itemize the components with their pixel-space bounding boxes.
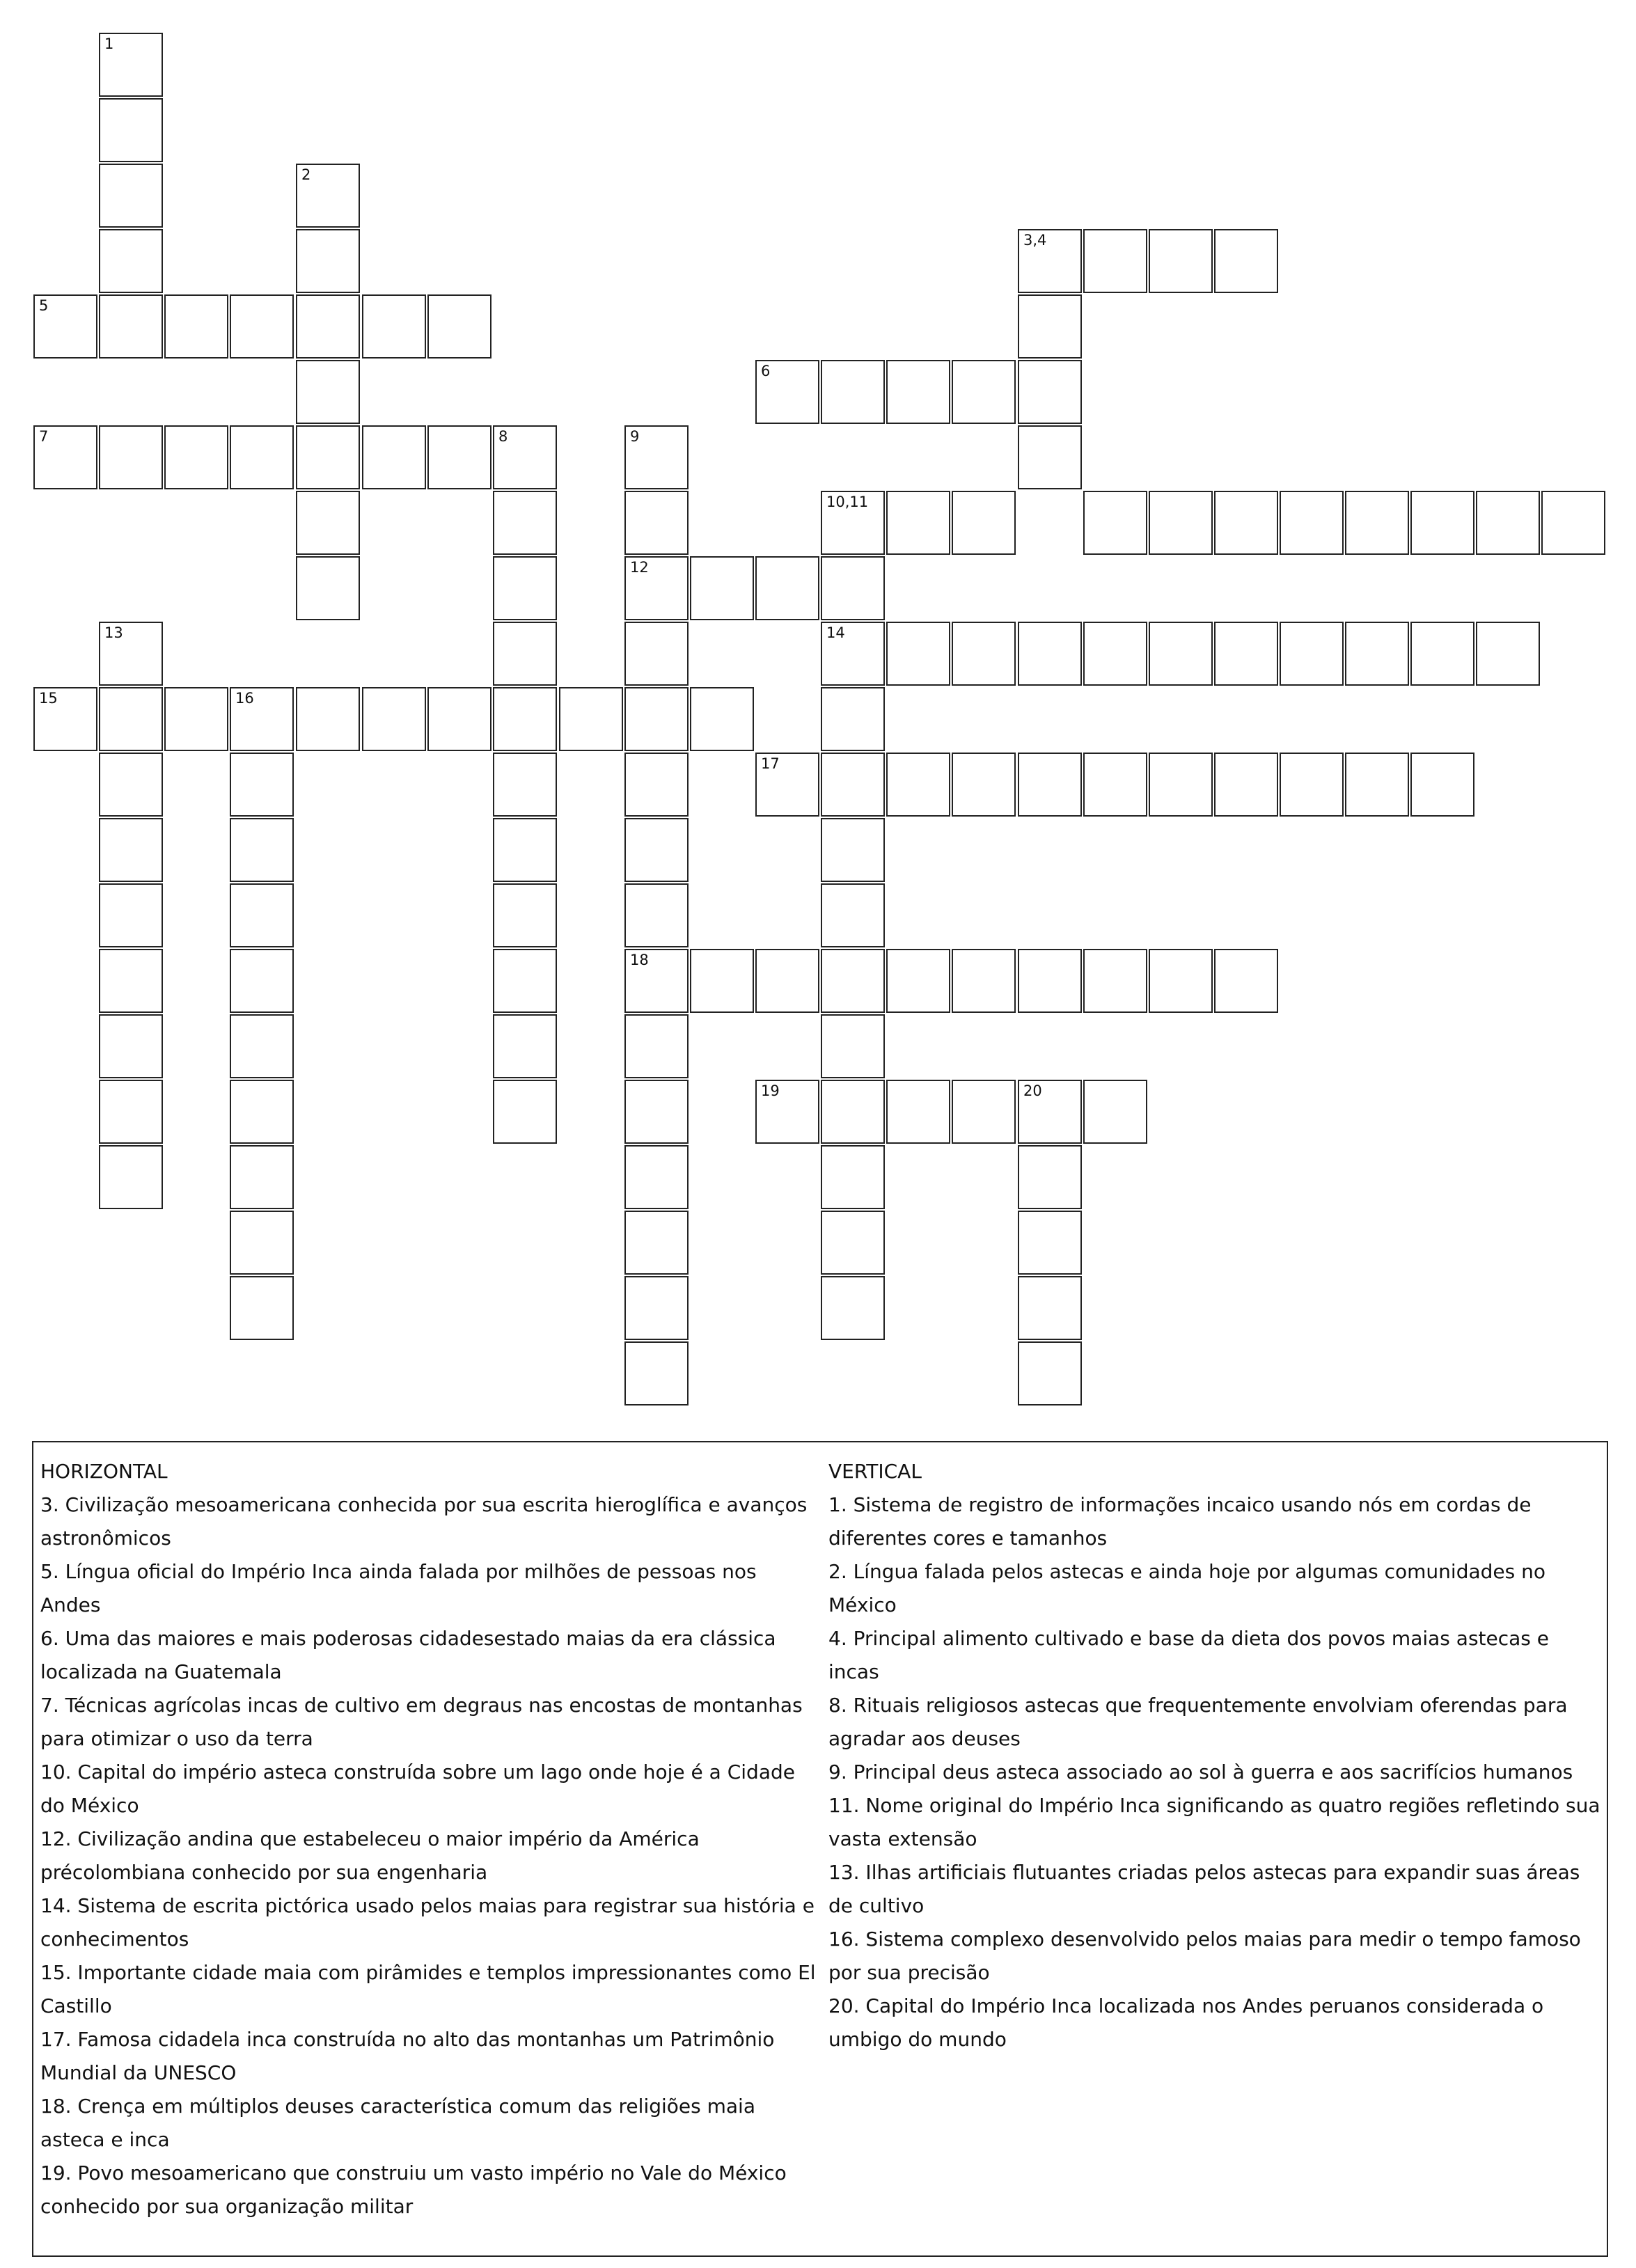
grid-cell[interactable]: [99, 164, 163, 228]
grid-cell[interactable]: [755, 556, 819, 620]
grid-cell[interactable]: [624, 556, 689, 620]
grid-cell[interactable]: [886, 753, 950, 817]
grid-cell[interactable]: [821, 1014, 885, 1078]
grid-cell[interactable]: [952, 949, 1016, 1013]
grid-cell[interactable]: [1214, 229, 1278, 293]
clue-number: 10,11: [826, 494, 869, 510]
grid-cell[interactable]: [1018, 1341, 1082, 1405]
grid-cell[interactable]: [821, 360, 885, 424]
clue-number: 7: [39, 428, 49, 445]
grid-cell[interactable]: [99, 622, 163, 686]
clue-number: 18: [630, 952, 649, 968]
grid-cell[interactable]: [296, 164, 360, 228]
horizontal-clue-14: 14. Sistema de escrita pictórica usado pelos maias para registrar sua história e conhecimentos: [40, 1894, 815, 1951]
grid-cell[interactable]: [427, 425, 491, 489]
grid-cell[interactable]: [624, 883, 689, 947]
grid-cell[interactable]: [99, 294, 163, 359]
grid-cell[interactable]: [690, 949, 754, 1013]
grid-cell[interactable]: [99, 1080, 163, 1144]
grid-cell[interactable]: [33, 687, 97, 751]
clue-number: 13: [104, 624, 123, 641]
grid-cell[interactable]: [1476, 622, 1540, 686]
grid-cell[interactable]: [296, 491, 360, 555]
grid-cell[interactable]: [1083, 491, 1147, 555]
grid-cell[interactable]: [1149, 753, 1213, 817]
grid-cell[interactable]: [1410, 622, 1474, 686]
horizontal-clue-5: 5. Língua oficial do Império Inca ainda falada por milhões de pessoas nos Andes: [40, 1560, 757, 1616]
grid-cell[interactable]: [1083, 949, 1147, 1013]
grid-cell[interactable]: [1280, 491, 1344, 555]
vertical-clue-16: 16. Sistema complexo desenvolvido pelos maias para medir o tempo famoso por sua precisão: [828, 1928, 1581, 1984]
grid-cell[interactable]: [624, 753, 689, 817]
grid-cell[interactable]: [296, 229, 360, 293]
grid-cell[interactable]: [296, 687, 360, 751]
grid-cell[interactable]: [99, 425, 163, 489]
grid-cell[interactable]: [1476, 491, 1540, 555]
grid-cell[interactable]: [821, 753, 885, 817]
grid-cell[interactable]: [230, 949, 294, 1013]
grid-cell[interactable]: [296, 556, 360, 620]
grid-cell[interactable]: [296, 425, 360, 489]
horizontal-heading: HORIZONTAL: [40, 1460, 168, 1483]
grid-cell[interactable]: [755, 1080, 819, 1144]
clue-number: 5: [39, 297, 49, 314]
grid-cell[interactable]: [1018, 1276, 1082, 1340]
grid-cell[interactable]: [821, 883, 885, 947]
grid-cell[interactable]: [230, 1276, 294, 1340]
grid-cell[interactable]: [99, 229, 163, 293]
grid-cell[interactable]: [493, 1080, 557, 1144]
grid-cell[interactable]: [821, 818, 885, 882]
grid-cell[interactable]: [230, 425, 294, 489]
grid-cell[interactable]: [624, 687, 689, 751]
grid-cell[interactable]: [1083, 229, 1147, 293]
grid-cell[interactable]: [821, 687, 885, 751]
horizontal-clue-3: 3. Civilização mesoamericana conhecida por sua escrita hieroglífica e avanços astronômicos: [40, 1493, 808, 1550]
clue-number: 8: [498, 428, 508, 445]
grid-cell[interactable]: [624, 1014, 689, 1078]
grid-cell[interactable]: [624, 1341, 689, 1405]
horizontal-clue-7: 7. Técnicas agrícolas incas de cultivo em degraus nas encostas de montanhas para otimizar o uso da terra: [40, 1694, 803, 1750]
grid-cell[interactable]: [1083, 753, 1147, 817]
grid-cell[interactable]: [99, 949, 163, 1013]
grid-cell[interactable]: [886, 949, 950, 1013]
grid-cell[interactable]: [1018, 294, 1082, 359]
grid-cell[interactable]: [99, 818, 163, 882]
vertical-clue-11: 11. Nome original do Império Inca significando as quatro regiões refletindo sua vasta extensão: [828, 1794, 1600, 1850]
grid-cell[interactable]: [99, 33, 163, 97]
grid-cell[interactable]: [1214, 949, 1278, 1013]
grid-cell[interactable]: [821, 1211, 885, 1275]
grid-cell[interactable]: [1018, 622, 1082, 686]
horizontal-clue-19: 19. Povo mesoamericano que construiu um vasto império no Vale do México conhecido por sua organização militar: [40, 2161, 787, 2218]
grid-cell[interactable]: [624, 425, 689, 489]
grid-cell[interactable]: [230, 818, 294, 882]
grid-cell[interactable]: [493, 753, 557, 817]
grid-cell[interactable]: [230, 1080, 294, 1144]
grid-cell[interactable]: [624, 949, 689, 1013]
grid-cell[interactable]: [624, 818, 689, 882]
grid-cell[interactable]: [690, 556, 754, 620]
clue-number: 16: [235, 690, 254, 707]
grid-cell[interactable]: [624, 491, 689, 555]
grid-cell[interactable]: [886, 360, 950, 424]
grid-cell[interactable]: [33, 294, 97, 359]
grid-cell[interactable]: [296, 294, 360, 359]
vertical-clue-4: 4. Principal alimento cultivado e base da dieta dos povos maias astecas e incas: [828, 1627, 1550, 1683]
grid-cell[interactable]: [1018, 1080, 1082, 1144]
grid-cell[interactable]: [99, 753, 163, 817]
grid-cell[interactable]: [427, 294, 491, 359]
grid-cell[interactable]: [230, 687, 294, 751]
vertical-heading: VERTICAL: [828, 1460, 922, 1483]
vertical-clue-9: 9. Principal deus asteca associado ao sol à guerra e aos sacrifícios humanos: [828, 1761, 1573, 1783]
grid-cell[interactable]: [1345, 753, 1409, 817]
grid-cell[interactable]: [1345, 622, 1409, 686]
grid-cell[interactable]: [1149, 622, 1213, 686]
vertical-clues: [828, 1455, 1601, 2056]
grid-cell[interactable]: [99, 98, 163, 162]
grid-cell[interactable]: [821, 1080, 885, 1144]
grid-cell[interactable]: [1083, 622, 1147, 686]
grid-cell[interactable]: [33, 425, 97, 489]
grid-cell[interactable]: [1083, 1080, 1147, 1144]
grid-cell[interactable]: [755, 753, 819, 817]
horizontal-clue-12: 12. Civilização andina que estabeleceu o maior império da América précolombiana conhecido por sua engenharia: [40, 1827, 700, 1884]
grid-cell[interactable]: [559, 687, 623, 751]
grid-cell[interactable]: [1149, 229, 1213, 293]
grid-cell[interactable]: [1018, 229, 1082, 293]
grid-cell[interactable]: [952, 1080, 1016, 1144]
grid-cell[interactable]: [493, 425, 557, 489]
grid-cell[interactable]: [362, 425, 426, 489]
grid-cell[interactable]: [1214, 491, 1278, 555]
horizontal-clues: [40, 1455, 820, 2223]
grid-cell[interactable]: [164, 294, 228, 359]
grid-cell[interactable]: [1018, 949, 1082, 1013]
horizontal-clue-10: 10. Capital do império asteca construída sobre um lago onde hoje é a Cidade do México: [40, 1761, 795, 1817]
grid-cell[interactable]: [624, 1080, 689, 1144]
clue-number: 6: [761, 363, 771, 379]
grid-cell[interactable]: [296, 360, 360, 424]
grid-cell[interactable]: [952, 491, 1016, 555]
grid-cell[interactable]: [1214, 622, 1278, 686]
grid-cell[interactable]: [493, 622, 557, 686]
clue-number: 14: [826, 624, 845, 641]
grid-cell[interactable]: [362, 294, 426, 359]
clue-number: 19: [761, 1082, 780, 1099]
clue-number: 2: [301, 166, 311, 183]
grid-cell[interactable]: [1018, 1211, 1082, 1275]
grid-cell[interactable]: [1214, 753, 1278, 817]
grid-cell[interactable]: [99, 687, 163, 751]
grid-cell[interactable]: [99, 1014, 163, 1078]
grid-cell[interactable]: [821, 491, 885, 555]
clue-number: 20: [1023, 1082, 1042, 1099]
grid-cell[interactable]: [821, 1145, 885, 1209]
grid-cell[interactable]: [1018, 425, 1082, 489]
grid-cell[interactable]: [362, 687, 426, 751]
clue-number: 12: [630, 559, 649, 576]
grid-cell[interactable]: [230, 1211, 294, 1275]
grid-cell[interactable]: [427, 687, 491, 751]
vertical-clue-13: 13. Ilhas artificiais flutuantes criadas pelos astecas para expandir suas áreas de cultivo: [828, 1861, 1580, 1917]
grid-cell[interactable]: [624, 1145, 689, 1209]
grid-cell[interactable]: [493, 556, 557, 620]
grid-cell[interactable]: [755, 360, 819, 424]
grid-cell[interactable]: [886, 1080, 950, 1144]
grid-cell[interactable]: [1280, 622, 1344, 686]
grid-cell[interactable]: [821, 556, 885, 620]
grid-cell[interactable]: [230, 294, 294, 359]
clue-number: 3,4: [1023, 232, 1047, 249]
vertical-clue-1: 1. Sistema de registro de informações incaico usando nós em cordas de diferentes cores e tamanhos: [828, 1493, 1532, 1550]
clue-number: 17: [761, 755, 780, 772]
grid-cell[interactable]: [493, 818, 557, 882]
grid-cell[interactable]: [99, 1145, 163, 1209]
grid-cell[interactable]: [1018, 753, 1082, 817]
grid-cell[interactable]: [624, 1211, 689, 1275]
grid-cell[interactable]: [493, 883, 557, 947]
grid-cell[interactable]: [821, 1276, 885, 1340]
grid-cell[interactable]: [493, 1014, 557, 1078]
vertical-clue-2: 2. Língua falada pelos astecas e ainda hoje por algumas comunidades no México: [828, 1560, 1545, 1616]
grid-cell[interactable]: [1149, 949, 1213, 1013]
grid-cell[interactable]: [493, 491, 557, 555]
grid-cell[interactable]: [886, 622, 950, 686]
grid-cell[interactable]: [1410, 753, 1474, 817]
grid-cell[interactable]: [690, 687, 754, 751]
grid-cell[interactable]: [230, 1014, 294, 1078]
grid-cell[interactable]: [821, 622, 885, 686]
grid-cell[interactable]: [493, 949, 557, 1013]
horizontal-clue-15: 15. Importante cidade maia com pirâmides e templos impressionantes como El Castillo: [40, 1961, 816, 2017]
horizontal-clue-17: 17. Famosa cidadela inca construída no alto das montanhas um Patrimônio Mundial da UNESCO: [40, 2028, 775, 2084]
vertical-clue-8: 8. Rituais religiosos astecas que frequentemente envolviam oferendas para agradar aos deuses: [828, 1694, 1568, 1750]
grid-cell[interactable]: [1410, 491, 1474, 555]
clue-number: 1: [104, 36, 114, 52]
grid-cell[interactable]: [230, 1145, 294, 1209]
grid-cell[interactable]: [624, 1276, 689, 1340]
vertical-clue-20: 20. Capital do Império Inca localizada nos Andes peruanos considerada o umbigo do mundo: [828, 1994, 1544, 2051]
grid-cell[interactable]: [1149, 491, 1213, 555]
grid-cell[interactable]: [1541, 491, 1605, 555]
grid-cell[interactable]: [1280, 753, 1344, 817]
grid-cell[interactable]: [952, 360, 1016, 424]
grid-cell[interactable]: [886, 491, 950, 555]
horizontal-clue-18: 18. Crença em múltiplos deuses característica comum das religiões maia asteca e inca: [40, 2095, 755, 2151]
grid-cell[interactable]: [1018, 360, 1082, 424]
grid-cell[interactable]: [624, 622, 689, 686]
grid-cell[interactable]: [164, 425, 228, 489]
horizontal-clue-6: 6. Uma das maiores e mais poderosas cidadesestado maias da era clássica localizada na Guatemala: [40, 1627, 776, 1683]
grid-cell[interactable]: [821, 949, 885, 1013]
grid-cell[interactable]: [952, 622, 1016, 686]
clue-number: 15: [39, 690, 58, 707]
grid-cell[interactable]: [493, 687, 557, 751]
grid-cell[interactable]: [1018, 1145, 1082, 1209]
grid-cell[interactable]: [952, 753, 1016, 817]
clues-box: [32, 1441, 1608, 2257]
grid-cell[interactable]: [755, 949, 819, 1013]
grid-cell[interactable]: [230, 753, 294, 817]
clue-number: 9: [630, 428, 640, 445]
grid-cell[interactable]: [164, 687, 228, 751]
grid-cell[interactable]: [99, 883, 163, 947]
grid-cell[interactable]: [1345, 491, 1409, 555]
grid-cell[interactable]: [230, 883, 294, 947]
